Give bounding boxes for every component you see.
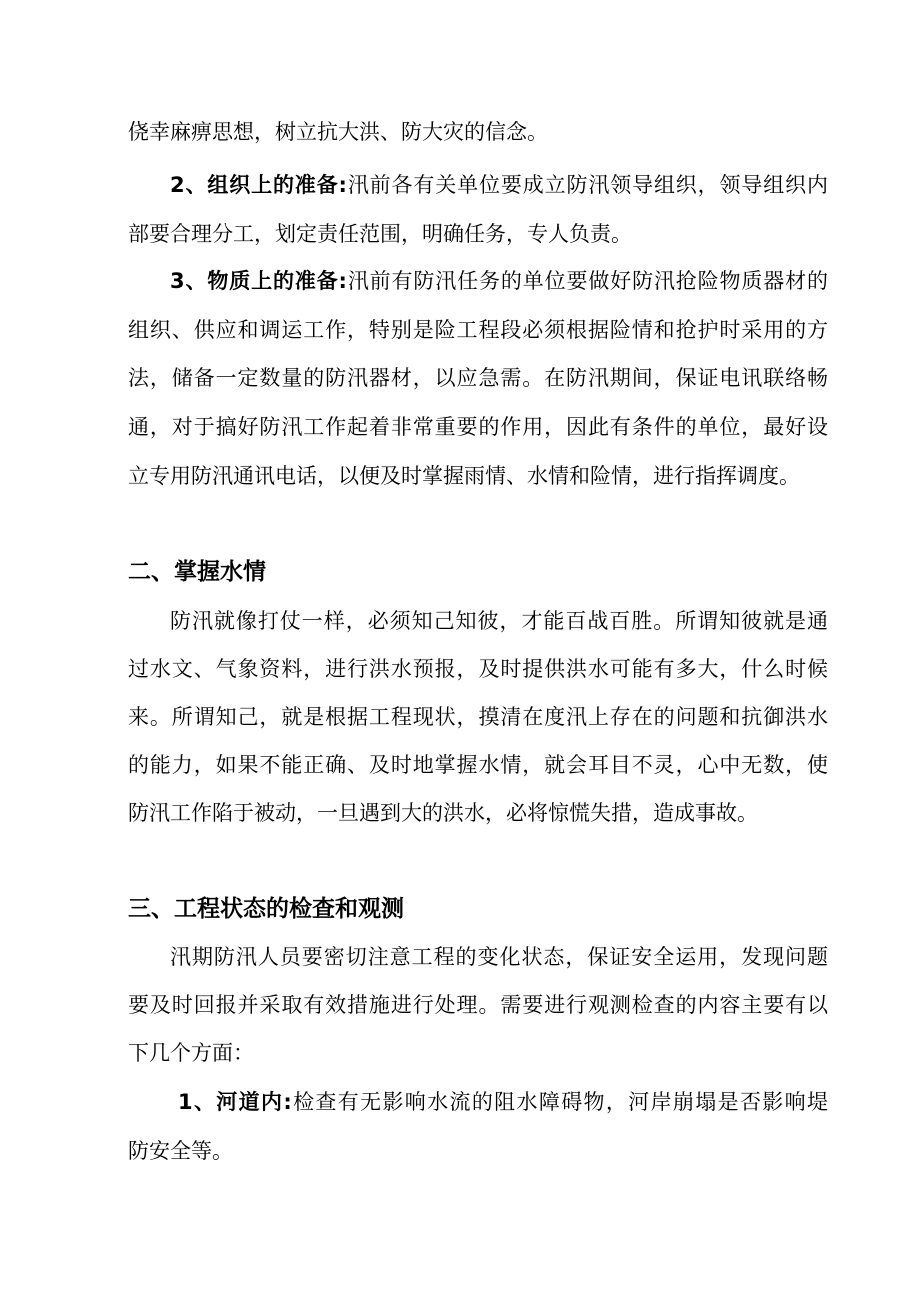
paragraph-line [128, 117, 828, 147]
item-3-label: 3、物质上的准备: [170, 269, 347, 293]
section-3-item-1-text: 检查有无影响水流的阻水障碍物，河岸崩塌是否影响堤 [291, 1090, 828, 1114]
section-3-line-2: 要及时回报并采取有效措施进行处理。需要进行观测检查的内容主要有以 [128, 993, 828, 1017]
section-3-item-1-label: 1、河道内: [178, 1090, 292, 1114]
section-2-line-5: 防汛工作陷于被动，一旦遇到大的洪水，必将惊慌失措，造成事故。 [128, 801, 758, 825]
section-3-line-1: 汛期防汛人员要密切注意工程的变化状态，保证安全运用，发现问题 [170, 945, 828, 969]
item-3-line-4: 通，对于搞好防汛工作起着非常重要的作用，因此有条件的单位，最好设 [128, 415, 828, 439]
item-2-line-2: 部要合理分工，划定责任范围，明确任务，专人负责。 [128, 222, 632, 246]
section-3-heading: 三、工程状态的检查和观测 [128, 896, 404, 922]
section-2-line-2: 过水文、气象资料，进行洪水预报，及时提供洪水可能有多大，什么时候 [128, 657, 828, 681]
section-3-item-1-line-2: 防安全等。 [128, 1139, 233, 1163]
paragraph-text: 侥幸麻痹思想，树立抗大洪、防大灾的信念。 [128, 120, 548, 144]
item-2-text: 汛前各有关单位要成立防汛领导组织，领导组织内 [346, 173, 829, 197]
section-2-line-3: 来。所谓知己，就是根据工程现状，摸清在度汛上存在的问题和抗御洪水 [128, 705, 828, 729]
item-3-line-1 [170, 266, 828, 296]
item-3-text: 汛前有防汛任务的单位要做好防汛抢险物质器材的 [346, 269, 829, 293]
section-2-heading: 二、掌握水情 [128, 559, 266, 585]
item-3-line-3: 法，储备一定数量的防汛器材，以应急需。在防汛期间，保证电讯联络畅 [128, 366, 828, 390]
section-2-line-1: 防汛就像打仗一样，必须知己知彼，才能百战百胜。所谓知彼就是通 [170, 609, 828, 633]
section-2-line-4: 的能力，如果不能正确、及时地掌握水情，就会耳目不灵，心中无数，使 [128, 753, 828, 777]
section-3-item-1-line-1 [178, 1087, 828, 1117]
section-3-line-3: 下几个方面： [128, 1041, 254, 1065]
item-2-label: 2、组织上的准备: [170, 173, 347, 197]
item-3-line-5: 立专用防汛通讯电话，以便及时掌握雨情、水情和险情，进行指挥调度。 [128, 464, 800, 488]
item-2-line-1 [170, 170, 828, 200]
item-3-line-2: 组织、供应和调运工作，特别是险工程段必须根据险情和抢护时采用的方 [128, 318, 828, 342]
